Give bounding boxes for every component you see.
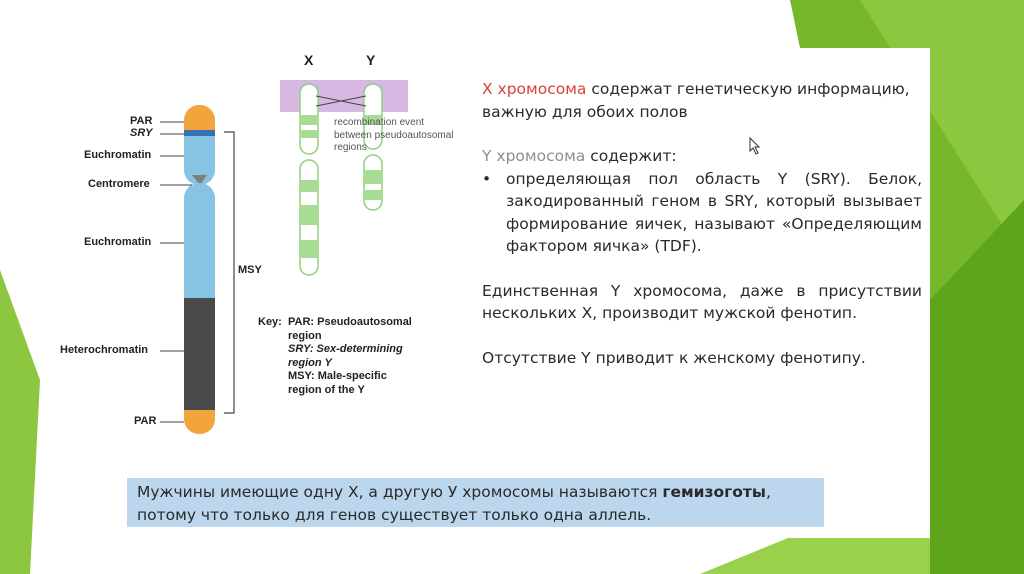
- label-centromere: Centromere: [88, 178, 150, 190]
- recombination-caption: recombination event between pseudoautosomal regions: [334, 117, 454, 153]
- slide-body-text: [482, 78, 922, 369]
- label-sry: SRY: [130, 127, 153, 139]
- single-y-paragraph: Единственная Y хромосома, даже в присутствии нескольких X, производит мужской фенотип.: [482, 281, 922, 322]
- sry-bullet: • определяющая пол область Y (SRY). Белок, закодированный геном в SRY, который вызывает формирование яичек, называют «Определяющим фактором яичка» (TDF).: [482, 169, 922, 255]
- label-par-bottom: PAR: [134, 415, 157, 427]
- diagram-key: Key: PAR: Pseudoautosomal region SRY: Sex-determining region Y MSY: Male-specific region of the Y: [258, 316, 412, 396]
- label-par-top: PAR: [130, 115, 153, 127]
- label-euchromatin-1: Euchromatin: [84, 149, 152, 161]
- summary-box: [127, 478, 824, 527]
- recombination-band: [280, 80, 408, 112]
- summary-text: Мужчины имеющие одну X, а другую У хромосомы называются гемизоготы, потому что только для генов существует только одна аллель.: [137, 483, 771, 524]
- absence-y-paragraph: Отсутствие Y приводит к женскому фенотипу.: [482, 348, 866, 367]
- x-chromosome-paragraph: X хромосома содержат генетическую информацию, важную для обоих полов: [482, 80, 910, 121]
- x-label: X: [304, 52, 314, 68]
- label-msy: MSY: [238, 264, 262, 276]
- y-chromosome-heading: Y хромосома содержит:: [482, 147, 677, 165]
- label-leader-lines: [0, 0, 260, 440]
- y-label: Y: [366, 52, 376, 68]
- label-heterochromatin: Heterochromatin: [60, 344, 149, 356]
- mouse-cursor-icon: [749, 137, 761, 155]
- xy-pairing-diagram: [270, 70, 420, 280]
- label-euchromatin-2: Euchromatin: [84, 236, 152, 248]
